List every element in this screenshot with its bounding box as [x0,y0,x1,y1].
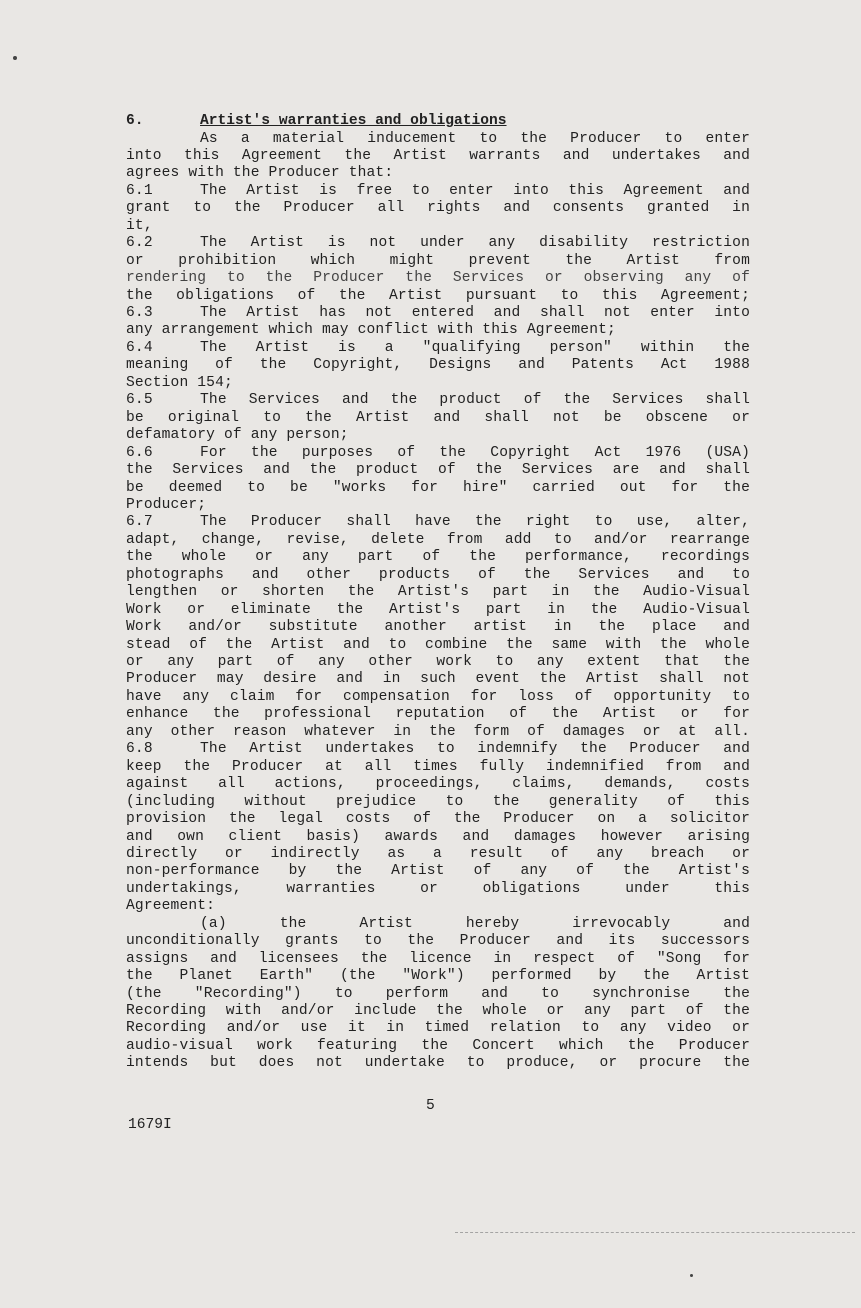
clause-text: The Artist is not under any disability restriction [200,235,750,252]
clause-line [126,183,750,200]
body-line: keep the Producer at all times fully indemnified from and [126,758,750,775]
body-line: the obligations of the Artist pursuant to this Agreement; [126,287,750,304]
body-line: Section 154; [126,374,233,391]
clause-number: 6.1 [126,182,153,199]
body-line: or any part of any other work to any extent that the [126,654,750,670]
clause-line [126,392,750,409]
body-line: into this Agreement the Artist warrants and undertakes and [126,147,750,164]
clause-number: 6.5 [126,392,153,409]
body-line: Recording with and/or include the whole or any part of the [126,1003,750,1019]
body-line: Agreement: [126,898,216,915]
body-line: adapt, change, revise, delete from add to and/or rearrange [126,531,750,548]
scan-artifact-dashes [455,1232,855,1235]
body-line: unconditionally grants to the Producer and its successors [126,933,750,950]
body-line: Recording and/or use it in timed relation to any video or [126,1020,750,1037]
section-number: 6. [126,113,144,129]
clause-line [126,340,750,357]
body-line: Work and/or substitute another artist in the place and [126,619,750,636]
body-line: the Services and the product of the Services are and shall [126,462,750,479]
document-reference: 1679I [128,1117,172,1133]
body-line: stead of the Artist and to combine the same with the whole [126,636,750,653]
clause-number: 6.4 [126,339,153,356]
body-line: (including without prejudice to the generality of this [126,793,750,810]
body-line: or prohibition which might prevent the Artist from [126,252,750,269]
body-line: be original to the Artist and shall not be obscene or [126,409,750,426]
body-line: (a) the Artist hereby irrevocably and [200,915,750,932]
clause-text: The Artist is a "qualifying person" within the [200,339,750,356]
body-line: be deemed to be "works for hire" carried out for the [126,479,750,496]
body-line: (the "Recording") to perform and to synchronise the [126,985,750,1002]
clause-line [126,741,750,758]
margin-speck [690,1274,693,1277]
body-line: against all actions, proceedings, claims, demands, costs [126,776,750,793]
body-line: Work or eliminate the Artist's part in the Audio-Visual [126,601,750,618]
body-line: any arrangement which may conflict with this Agreement; [126,322,616,339]
section-heading [126,113,507,130]
section-title: Artist's warranties and obligations [200,113,507,129]
body-line: the whole or any part of the performance, recordings [126,549,750,566]
clause-number: 6.6 [126,444,153,461]
body-line: undertakings, warranties or obligations under this [126,880,750,897]
body-line: As a material inducement to the Producer to enter [200,130,750,147]
body-line: the Planet Earth" (the "Work") performed by the Artist [126,968,750,985]
body-line: provision the legal costs of the Producer on a solicitor [126,811,750,828]
clause-number: 6.8 [126,741,153,758]
body-line: non-performance by the Artist of any of the Artist's [126,863,750,880]
page-number: 5 [426,1098,435,1114]
body-line: agrees with the Producer that: [126,165,394,182]
body-line: audio-visual work featuring the Concert which the Producer [126,1037,750,1054]
clause-text: The Producer shall have the right to use, alter, [200,514,750,531]
body-line: have any claim for compensation for loss of opportunity to [126,688,750,705]
body-line: grant to the Producer all rights and consents granted in [126,200,750,217]
clause-line [126,235,750,252]
body-line: it, [126,217,153,234]
clause-line [126,445,750,462]
body-line: Producer; [126,496,207,513]
body-line: intends but does not undertake to produce, or procure the [126,1055,750,1072]
body-line: lengthen or shorten the Artist's part in the Audio-Visual [126,584,750,601]
clause-number: 6.2 [126,235,153,252]
clause-text: The Artist has not entered and shall not enter into [200,305,750,321]
body-line: photographs and other products of the Services and to [126,566,750,583]
clause-text: The Services and the product of the Services shall [200,392,750,409]
body-line: enhance the professional reputation of the Artist or for [126,706,750,723]
body-line: and own client basis) awards and damages however arising [126,828,750,845]
clause-number: 6.7 [126,514,153,531]
clause-line [126,305,750,322]
clause-line [126,514,750,531]
clause-number: 6.3 [126,305,153,321]
body-line: directly or indirectly as a result of any breach or [126,845,750,862]
body-line: Producer may desire and in such event the Artist shall not [126,671,750,688]
clause-text: The Artist is free to enter into this Agreement and [200,182,750,199]
clause-text: For the purposes of the Copyright Act 1976 (USA) [200,444,750,461]
body-line: any other reason whatever in the form of damages or at all. [126,723,750,740]
body-line: meaning of the Copyright, Designs and Patents Act 1988 [126,357,750,374]
clause-text: The Artist undertakes to indemnify the Producer and [200,741,750,758]
margin-speck [13,56,17,60]
body-line: assigns and licensees the licence in respect of "Song for [126,950,750,967]
body-line: defamatory of any person; [126,427,349,444]
body-line: rendering to the Producer the Services or observing any of [126,270,750,287]
